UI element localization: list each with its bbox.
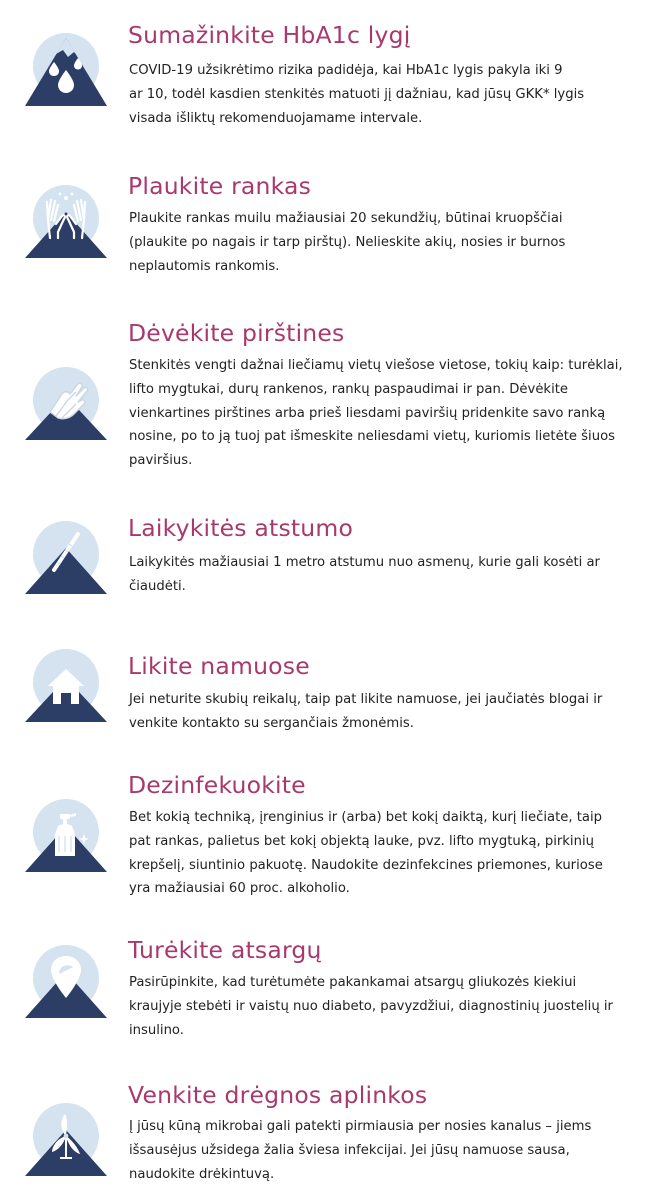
text-line: krepšelį, siuntinio pakuotę. Naudokite dezinfekcines priemones, kuriose [129,857,603,873]
text-line: yra mažiausiai 60 proc. alkoholio. [129,881,350,897]
text-line: čiaudėti. [129,578,186,594]
text-line: Jei neturite skubių reikalų, taip pat likite namuose, jei jaučiatės blogai ir [129,692,603,707]
tip-title: Laikykitės atstumo [128,514,354,542]
text-line: visada išliktų rekomenduojamame intervale. [129,110,423,126]
text-line: COVID-19 užsikrėtimo rizika padidėja, kai HbA1c lygis pakyla iki 9 [129,63,563,78]
tip-title: Dėvėkite pirštines [128,319,345,347]
tip-title: Venkite drėgnos aplinkos [128,1081,428,1109]
text-line: venkite kontakto su sergančiais žmonėmis. [129,715,414,731]
text-line: pat rankas, palietus bet kokį objektą lauke, pvz. lifto mygtuką, pirkinių [129,833,594,849]
tip-text [129,59,649,130]
sanitizer-bottle-icon [20,786,112,878]
text-line: paviršius. [129,453,193,469]
tip-text [129,551,649,599]
text-line: Plaukite rankas muilu mažiausiai 20 sekundžių, būtinai kruopščiai [129,211,563,226]
text-line: Laikykitės mažiausiai 1 metro atstumu nuo asmenų, kurie gali kosėti ar [129,555,600,570]
tip-title: Plaukite rankas [128,172,312,200]
tip-text [129,1115,649,1186]
text-line: Į jūsų kūną mikrobai gali patekti pirmiausia per nosies kanalus – jiems [129,1119,592,1134]
hands-wash-icon [20,172,112,264]
water-drops-icon [20,20,112,112]
text-line: insulino. [129,1022,184,1038]
text-line: kraujyje stebėti ir vaistų nuo diabeto, pavyzdžiui, diagnostinių juostelių ir [129,998,613,1014]
tip-title: Turėkite atsargų [128,936,322,964]
text-line: (plaukite po nagais ir tarp pirštų). Nelieskite akių, nosies ir burnos [129,234,566,250]
text-line: Pasirūpinkite, kad turėtumėte pakankamai atsargų gliukozės kiekiui [129,975,577,990]
text-line: Stenkitės vengti dažnai liečiamų vietų viešose vietose, tokių kaip: turėklai, [129,358,623,373]
text-line: neplautomis rankomis. [129,258,280,274]
tip-title: Sumažinkite HbA1c lygį [128,21,411,49]
home-icon [20,636,112,728]
tip-title: Likite namuose [128,652,310,680]
text-line: naudokite drėkintuvą. [129,1166,275,1182]
tip-text [129,207,649,278]
tip-title: Dezinfekuokite [128,771,306,799]
text-line: vienkartines pirštines arba prieš liesdami paviršių pridenkite savo ranką [129,405,606,421]
distance-icon [20,508,112,600]
gloves-icon [20,354,112,446]
tip-text [129,971,649,1042]
text-line: ar 10, todėl kasdien stenkitės matuoti jį dažniau, kad jūsų GKK* lygis [129,86,585,102]
humidifier-fan-icon [20,1090,112,1182]
location-pin-icon [20,932,112,1024]
tip-text [129,688,649,736]
text-line: Bet kokią techniką, įrenginius ir (arba) bet kokį daiktą, kurį liečiate, taip [129,810,603,825]
text-line: lifto mygtukai, durų rankenos, rankų paspaudimai ir pan. Dėvėkite [129,381,569,397]
text-line: nosine, po to ją tuoj pat išmeskite neliesdami vietų, kuriomis lietėte šiuos [129,429,616,445]
text-line: išsausėjus užsidega žalia šviesa infekcijai. Jei jūsų namuose sausa, [129,1142,570,1158]
tip-text [129,354,649,473]
tip-text [129,806,649,901]
